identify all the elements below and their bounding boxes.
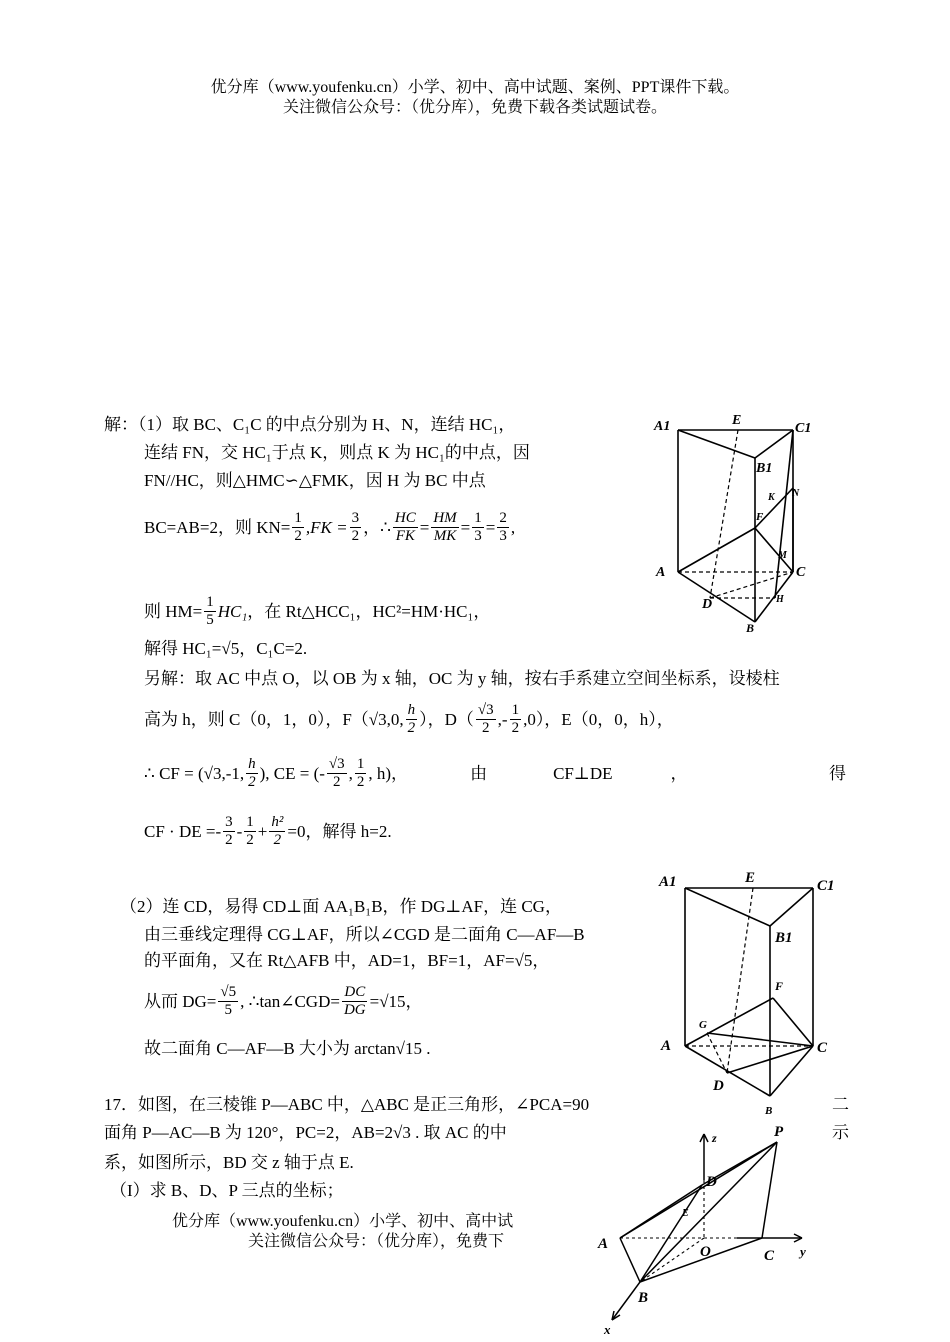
- solution-part2-line-3: 的平面角，又在 Rt△AFB 中，AD=1，BF=1，AF=√5，: [144, 951, 550, 970]
- num: 3: [225, 814, 233, 830]
- solution-part2-line-1: （2）连 CD，易得 CD⊥面 AA₁B₁B，作 DG⊥AF，连 CG，: [120, 897, 562, 916]
- num: h: [248, 756, 256, 772]
- figure-prism-2: [655, 868, 845, 1118]
- problem17-line-4: （I）求 B、D、P 三点的坐标；: [110, 1181, 344, 1200]
- fig1-label: D: [702, 597, 713, 612]
- solution-line-7: 另解：取 AC 中点 O，以 OB 为 x 轴，OC 为 y 轴，按右手系建立空间坐标系，设棱柱: [144, 669, 780, 688]
- den: 3: [474, 528, 482, 544]
- fraction: [431, 510, 458, 545]
- header-line-2: 关注微信公众号：（优分库），免费下载各类试题试卷。: [282, 99, 667, 116]
- text: 则 HM=: [144, 601, 203, 621]
- fraction: [223, 814, 235, 849]
- text: ），D（: [419, 709, 474, 729]
- solution-line-1: 解：（1）取 BC、C₁C 的中点分别为 H、N，连结 HC₁，: [104, 415, 516, 434]
- den: 2: [356, 774, 365, 790]
- solution-line-2: 连结 FN，交 HC₁于点 K，则点 K 为 HC₁的中点，因: [144, 443, 530, 462]
- den: FK: [395, 528, 415, 544]
- fig1-label: B1: [756, 461, 773, 476]
- fig3-label: E: [682, 1208, 689, 1219]
- text: ,-: [497, 709, 508, 729]
- fig1-label: H: [776, 594, 784, 605]
- problem17-line-1-tail: 二: [832, 1095, 849, 1114]
- fraction: [406, 702, 418, 737]
- problem17-line-2-tail: 示: [832, 1123, 849, 1142]
- num: 2: [499, 510, 507, 526]
- den: 2: [246, 832, 254, 848]
- num: √3: [328, 756, 345, 772]
- text: CF · DE =-: [144, 821, 222, 841]
- solution-line-6: 解得 HC₁=√5，C₁C=2.: [144, 639, 308, 658]
- num: HC: [394, 510, 416, 526]
- text: 高为 h，则 C（0，1，0），F（√3,0,: [144, 709, 404, 729]
- solution-line-4: BC=AB=2，则 KN= $\frac{1}{2}$ ,FK = $\frac{3}{2}$ ， ∴ $\frac{HC}{FK}$ = $\frac{HM}{MK}$ = $\frac{1}{3}$ = $\frac{2}{3}$ ,: [144, 510, 516, 544]
- problem17-line-2: 面角 P—AC—B 为 120°，PC=2，AB=2√3 . 取 AC 的中: [104, 1123, 507, 1142]
- fraction: [510, 702, 522, 737]
- den: 3: [499, 528, 507, 544]
- fig2-label: E: [745, 870, 756, 886]
- fraction: [497, 510, 509, 545]
- fraction: [218, 984, 238, 1019]
- den: 2: [294, 528, 302, 544]
- num: 1: [356, 756, 365, 772]
- figure-prism-1: [650, 410, 820, 635]
- num: 1: [206, 594, 214, 610]
- figure-pyramid: [592, 1120, 822, 1338]
- fig2-label: F: [775, 979, 784, 993]
- fig3-label: B: [638, 1290, 649, 1306]
- fig1-label: N: [792, 488, 800, 499]
- fig3-label: y: [800, 1244, 806, 1259]
- den: 2: [248, 774, 256, 790]
- den: DG: [343, 1002, 366, 1018]
- fig1-label: B: [746, 621, 755, 635]
- fraction: [327, 756, 347, 791]
- fig3-label: z: [712, 1131, 717, 1145]
- text: ∴ CF = (√3,-1,: [144, 763, 245, 783]
- num: 1: [474, 510, 482, 526]
- text: ), CE = (-: [259, 763, 325, 783]
- text: =0，解得 h=2.: [287, 821, 392, 841]
- den: 2: [482, 720, 490, 736]
- fig1-label: E: [732, 413, 742, 428]
- fig3-label: O: [700, 1244, 711, 1260]
- text: ，: [670, 763, 688, 783]
- num: √3: [477, 702, 494, 718]
- fig3-label: D: [706, 1174, 717, 1190]
- num: 1: [246, 814, 254, 830]
- fig3-label: P: [774, 1124, 784, 1140]
- fraction: [244, 814, 256, 849]
- problem17-line-3: 系，如图所示，BD 交 z 轴于点 E.: [104, 1153, 354, 1172]
- text: , h)，: [368, 763, 409, 783]
- text: 从而 DG=: [144, 991, 217, 1011]
- num: 3: [351, 510, 360, 526]
- fig1-label: F: [756, 511, 764, 523]
- text: =√15，: [369, 991, 423, 1011]
- fig3-label: C: [764, 1248, 775, 1264]
- solution-part2-line-2: 由三垂线定理得 CG⊥AF，所以∠CGD 是二面角 C—AF—B: [144, 925, 585, 944]
- fig2-label: C: [817, 1040, 828, 1056]
- text: 由: [470, 763, 488, 783]
- text: ,0），E（0，0，h），: [523, 709, 674, 729]
- solution-line-5: 则 HM= $\frac{1}{5}$ HC₁ ，在 Rt△HCC₁，HC²=HM·HC₁，: [144, 594, 491, 628]
- text: 得: [829, 763, 846, 783]
- text: CF⊥DE: [553, 763, 613, 783]
- solution-part2-line-5: 故二面角 C—AF—B 大小为 arctan√15 .: [144, 1039, 431, 1058]
- solution-line-10: CF · DE =- $\frac{3}{2}$ - $\frac{1}{2}$ + $\frac{\text{h²}}{2}$ =0，解得 h=2.: [144, 814, 392, 848]
- fraction: [342, 984, 368, 1019]
- fig2-label: C1: [817, 878, 835, 894]
- num: DC: [344, 984, 366, 1000]
- num: h: [407, 702, 416, 718]
- num: h²: [271, 814, 284, 830]
- fig2-label: B1: [775, 930, 793, 946]
- fig3-label: x: [604, 1322, 611, 1337]
- solution-line-9: ∴ CF = (√3,-1, $\frac{h}{2}$ ), CE = (- $\frac{√3}{2}$ , $\frac{1}{2}$ , h)， 由 CF⊥DE ， 得: [144, 756, 846, 790]
- den: MK: [433, 528, 457, 544]
- den: 2: [351, 528, 360, 544]
- den: 5: [224, 1002, 233, 1018]
- fraction: [476, 702, 496, 737]
- solution-line-8: [144, 702, 674, 737]
- fig2-label: A1: [659, 874, 677, 890]
- fig1-label: A: [656, 565, 666, 580]
- num: √5: [220, 984, 237, 1000]
- fig1-label: C: [796, 565, 806, 580]
- footer-line-2: 关注微信公众号：（优分库），免费下: [248, 1233, 505, 1250]
- problem17-line-1: 17．如图，在三棱锥 P—ABC 中，△ABC 是正三角形，∠PCA=90: [104, 1095, 590, 1114]
- text: BC=AB=2，则 KN=: [144, 517, 291, 537]
- fraction: [472, 510, 484, 545]
- fig2-label: G: [699, 1019, 707, 1031]
- num: 1: [294, 510, 302, 526]
- fig2-label: A: [661, 1038, 672, 1054]
- text: ，在 Rt△HCC₁，HC²=HM·HC₁，: [247, 601, 491, 621]
- den: 2: [407, 720, 416, 736]
- solution-part2-line-4: [144, 984, 423, 1019]
- fig3-label: A: [598, 1236, 609, 1252]
- fig1-label: A1: [654, 419, 671, 434]
- num: HM: [433, 510, 457, 526]
- den: 5: [206, 612, 214, 628]
- fig2-label: D: [713, 1078, 724, 1094]
- fig1-label: C1: [795, 421, 812, 436]
- fraction: [350, 510, 362, 545]
- solution-line-3: FN//HC，则△HMC∽△FMK，因 H 为 BC 中点: [144, 471, 486, 490]
- den: 2: [273, 832, 282, 848]
- text: , ∴tan∠CGD=: [240, 991, 340, 1011]
- fig1-label: K: [768, 492, 775, 503]
- header-line-1: 优分库（www.youfenku.cn）小学、初中、高中试题、案例、PPT课件下载。: [210, 79, 740, 96]
- fraction: [393, 510, 418, 545]
- fraction: [246, 756, 258, 791]
- text: ，: [363, 517, 381, 537]
- footer-line-1: 优分库（www.youfenku.cn）小学、初中、高中试: [172, 1213, 514, 1230]
- num: 1: [511, 702, 520, 718]
- fraction: [269, 814, 285, 849]
- fraction: [355, 756, 367, 791]
- fraction: [292, 510, 304, 545]
- fraction: [204, 594, 216, 629]
- den: 2: [333, 774, 341, 790]
- den: 2: [225, 832, 233, 848]
- den: 2: [511, 720, 520, 736]
- fig2-label: B: [765, 1105, 773, 1117]
- fig1-label: M: [778, 550, 787, 561]
